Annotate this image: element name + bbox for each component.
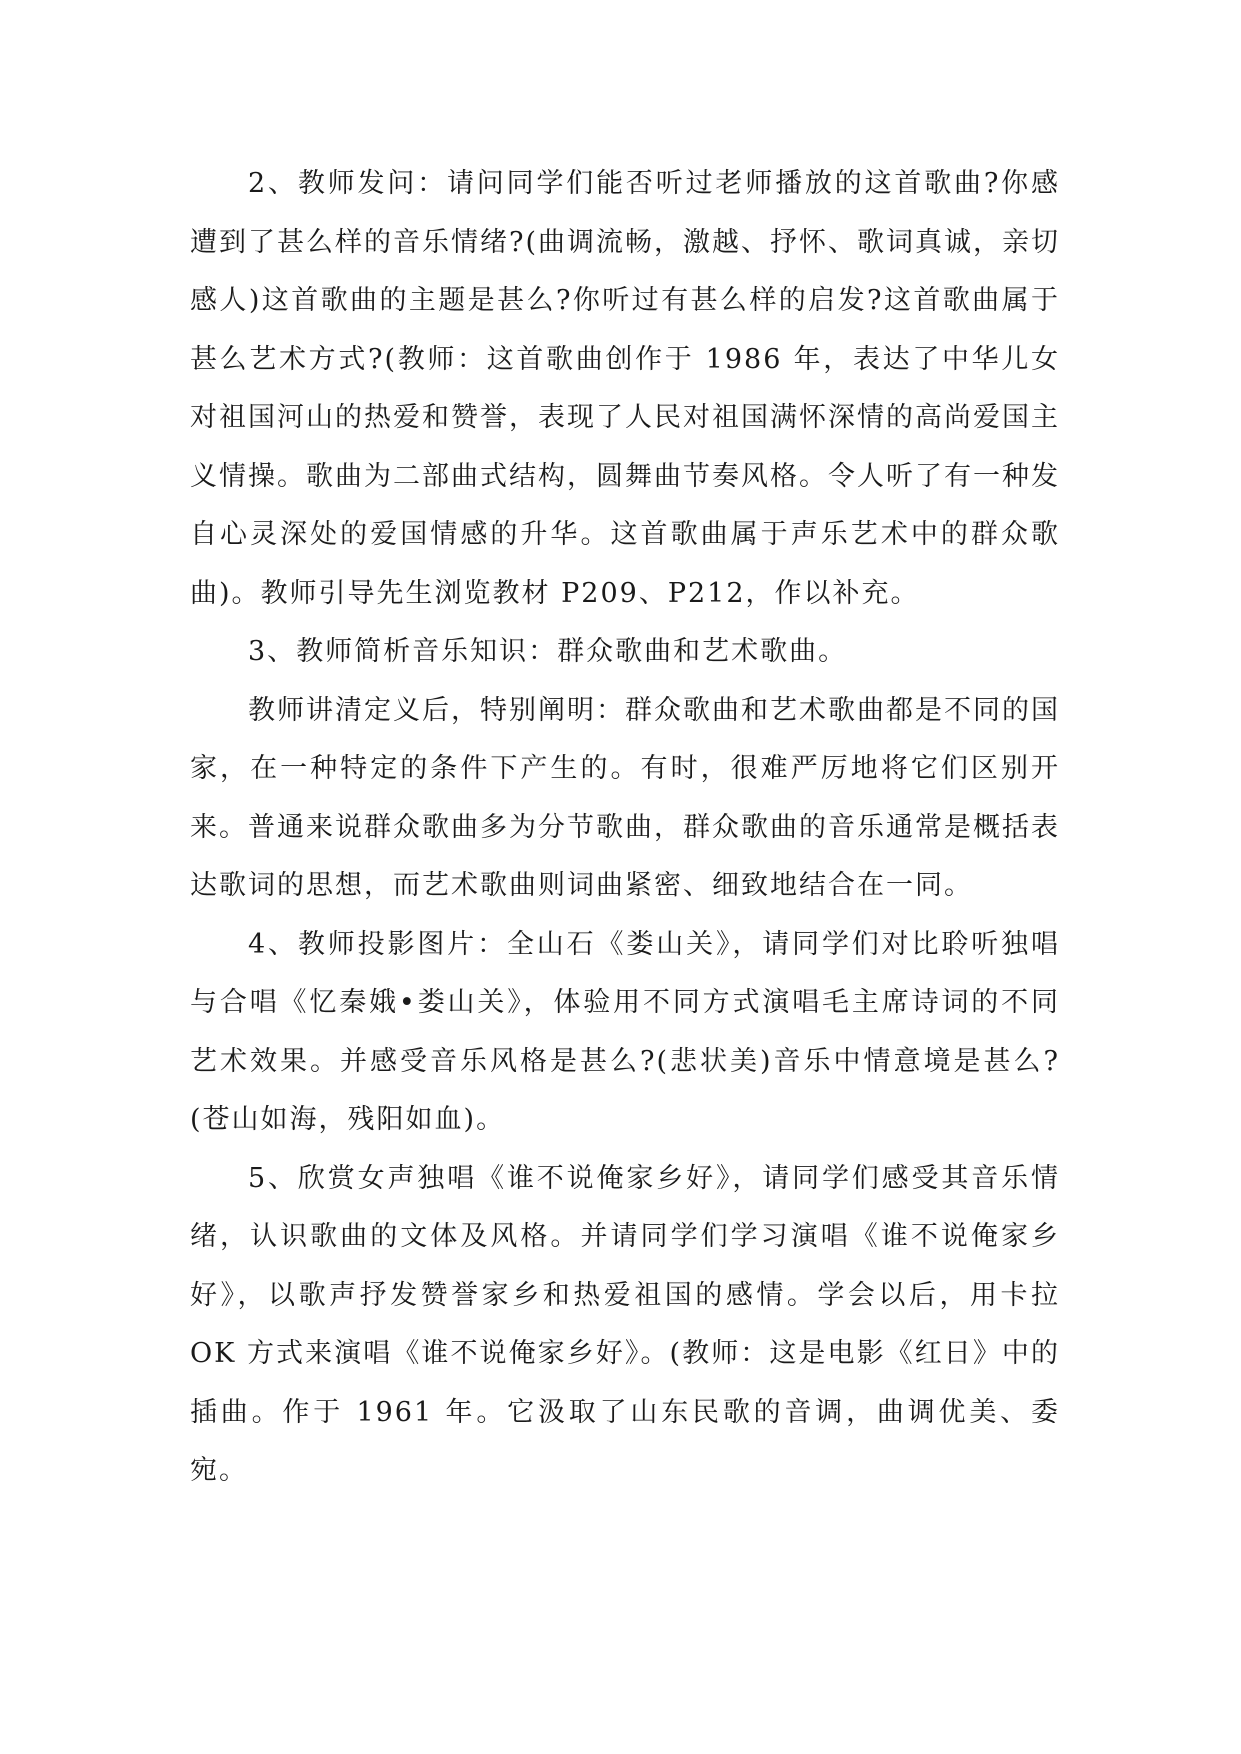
paragraph-definition: 教师讲清定义后，特别阐明：群众歌曲和艺术歌曲都是不同的国家，在一种特定的条件下产生的。有时，很难严厉地将它们区别开来。普通来说群众歌曲多为分节歌曲，群众歌曲的音乐通常是概括表达歌词的思想，而艺术歌曲则词曲紧密、细致地结合在一同。 <box>190 694 1060 901</box>
paragraph-item-2: 2、教师发问：请问同学们能否听过老师播放的这首歌曲?你感遭到了甚么样的音乐情绪?(曲调流畅，激越、抒怀、歌词真诚，亲切感人)这首歌曲的主题是甚么?你听过有甚么样的启发?这首歌曲属于甚么艺术方式?(教师：这首歌曲创作于 1986 年，表达了中华儿女对祖国河山的热爱和赞誉，表现了人民对祖国满怀深情的高尚爱国主义情操。歌曲为二部曲式结构，圆舞曲节奏风格。令人听了有一种发自心灵深处的爱国情感的升华。这首歌曲属于声乐艺术中的群众歌曲)。教师引导先生浏览教材 P209、P212，作以补充。 <box>190 168 1061 609</box>
document-body <box>190 155 1060 1501</box>
paragraph-item-5: 5、欣赏女声独唱《谁不说俺家乡好》，请同学们感受其音乐情绪，认识歌曲的文体及风格。并请同学们学习演唱《谁不说俺家乡好》，以歌声抒发赞誉家乡和热爱祖国的感情。学会以后，用卡拉 OK 方式来演唱《谁不说俺家乡好》。(教师：这是电影《红日》中的插曲。作于 1961 年。它汲取了山东民歌的音调，曲调优美、委宛。 <box>190 1162 1060 1486</box>
paragraph-item-4: 4、教师投影图片：全山石《娄山关》，请同学们对比聆听独唱与合唱《忆秦娥•娄山关》，体验用不同方式演唱毛主席诗词的不同艺术效果。并感受音乐风格是甚么?(悲状美)音乐中情意境是甚么?(苍山如海，残阳如血)。 <box>190 928 1060 1135</box>
paragraph-item-3: 3、教师简析音乐知识：群众歌曲和艺术歌曲。 <box>248 636 848 667</box>
